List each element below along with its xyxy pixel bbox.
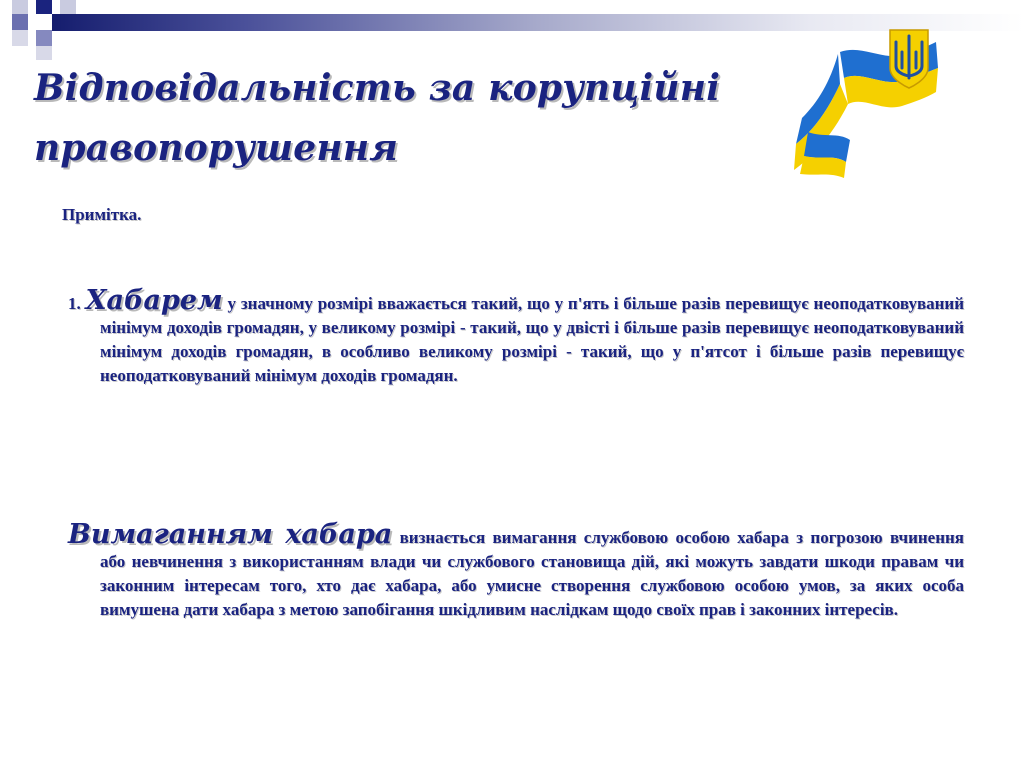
definition-extortion-text: визнається вимагання службовою особою хабара з погрозою вчинення або невчинення з використанням влади чи службового становища дій, які можуть завдати шкоди правам чи законним інтересам того, хто дає хабара, або умисне створення службовою особою умов, за яких особа вимушена дати хабара з метою запобігання шкідливим наслідкам щодо своїх прав і законних інтересів.	[100, 528, 964, 619]
definition-bribe-paragraph	[68, 285, 965, 388]
corner-squares-decoration	[0, 0, 80, 62]
definition-extortion-paragraph	[68, 519, 964, 622]
term-extortion: Вимаганням хабара	[68, 519, 393, 550]
definition-bribe-text: у значному розмірі вважається такий, що у п'ять і більше разів перевищує неоподатковуваний мінімум доходів громадян, у великому розмірі - такий, що у двісті і більше разів перевищує неоподатковуваний мінімум доходів громадян, в особливо великому розмірі - такий, що у п'ятсот і більше разів перевищує неоподатковуваний мінімум доходів громадян.	[100, 294, 965, 385]
ukraine-flag-trident-icon	[778, 22, 950, 182]
term-bribe: Хабарем	[85, 285, 223, 316]
list-number: 1.	[68, 294, 81, 313]
note-label: Примітка.	[62, 205, 142, 224]
page-title: Відповідальність за корупційні правопорушення	[34, 67, 721, 169]
